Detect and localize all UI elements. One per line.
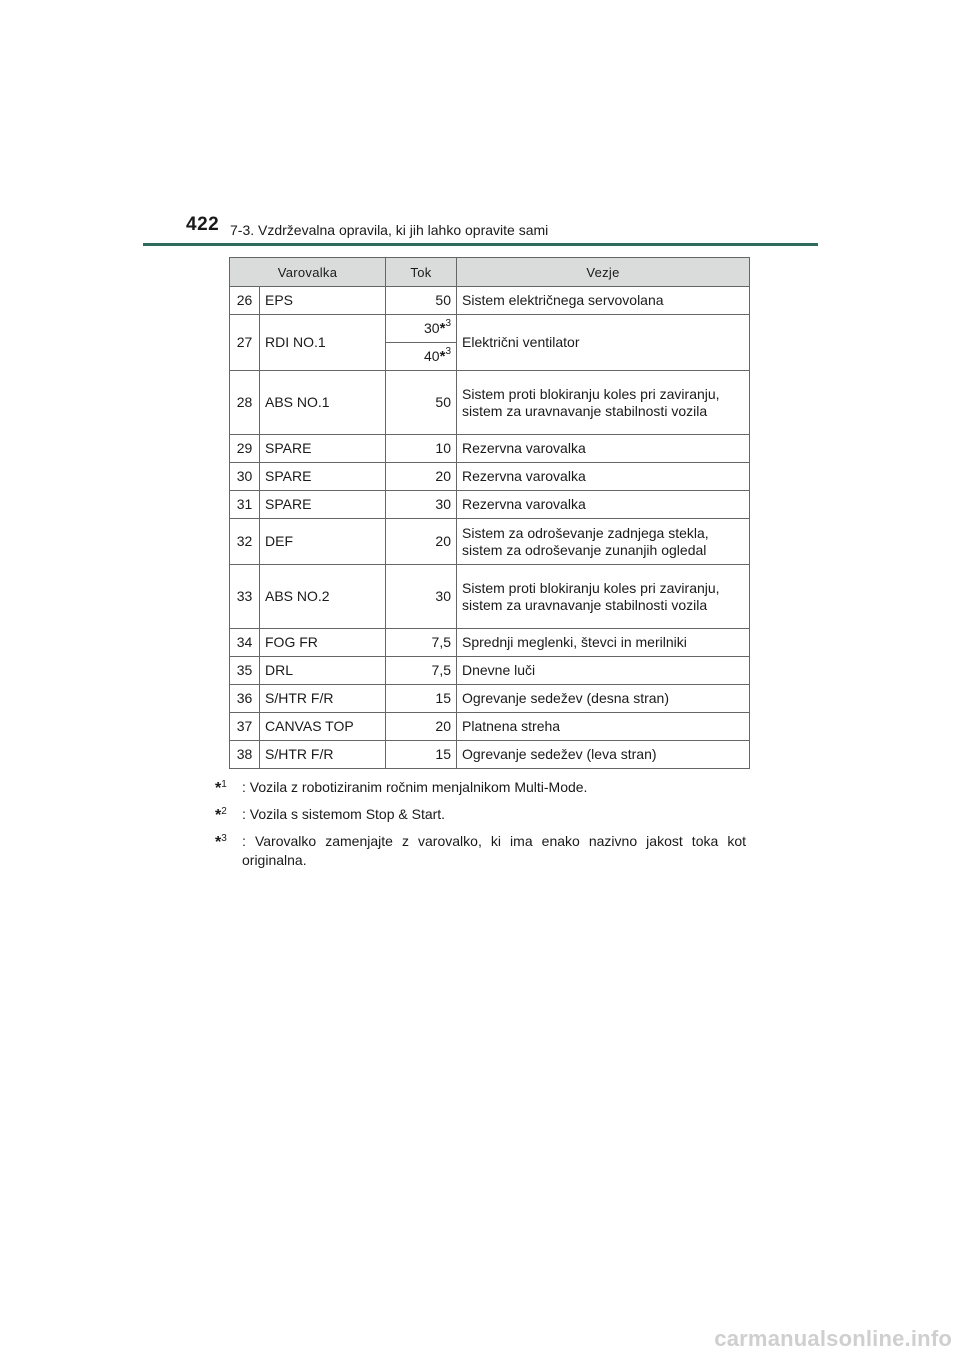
- footnote-number: 2: [221, 806, 227, 817]
- fuse-amperage: 50: [386, 287, 457, 315]
- footnote: [215, 805, 746, 824]
- fuse-amperage: 10: [386, 435, 457, 463]
- fuse-name: S/HTR F/R: [260, 685, 386, 713]
- table-row: [230, 741, 750, 769]
- table-row: [230, 629, 750, 657]
- footnote: [215, 832, 746, 870]
- table-row: [230, 371, 750, 435]
- table-row: [230, 565, 750, 629]
- fuse-name: RDI NO.1: [260, 315, 386, 371]
- table-row: [230, 713, 750, 741]
- fuse-name: DRL: [260, 657, 386, 685]
- fuse-circuit: Ogrevanje sedežev (desna stran): [457, 685, 750, 713]
- amperage-value: 30: [424, 320, 440, 336]
- footnote-star: *: [439, 320, 446, 337]
- fuse-amperage: 30: [386, 565, 457, 629]
- footnote-marker: [215, 775, 227, 798]
- table-row: [230, 315, 750, 343]
- fuse-number: 34: [230, 629, 260, 657]
- footnote-star: *: [215, 807, 222, 824]
- fuse-number: 27: [230, 315, 260, 371]
- fuse-amperage: 15: [386, 685, 457, 713]
- fuse-number: 32: [230, 519, 260, 565]
- footnote-text: : Vozila z robotiziranim ročnim menjalnikom Multi-Mode.: [242, 779, 588, 795]
- footnote-star: *: [439, 348, 446, 365]
- fuse-name: S/HTR F/R: [260, 741, 386, 769]
- footnote-ref: 3: [445, 318, 451, 329]
- column-header-fuse: Varovalka: [230, 258, 386, 287]
- footnote-marker: [215, 802, 227, 825]
- footnote-number: 1: [221, 779, 227, 790]
- table-row: [230, 287, 750, 315]
- fuse-circuit: Rezervna varovalka: [457, 491, 750, 519]
- fuse-name: DEF: [260, 519, 386, 565]
- footnote-star: *: [215, 780, 222, 797]
- fuse-amperage: 7,5: [386, 657, 457, 685]
- fuse-number: 37: [230, 713, 260, 741]
- fuse-name: EPS: [260, 287, 386, 315]
- watermark: carmanualsonline.info: [714, 1326, 952, 1351]
- fuse-amperage: [386, 343, 457, 371]
- fuse-amperage: 30: [386, 491, 457, 519]
- footnote: [215, 778, 746, 797]
- fuse-circuit: Sistem proti blokiranju koles pri zaviranju, sistem za uravnavanje stabilnosti vozila: [457, 565, 750, 629]
- fuse-number: 35: [230, 657, 260, 685]
- table-row: [230, 519, 750, 565]
- fuse-name: SPARE: [260, 435, 386, 463]
- footnote-text: : Vozila s sistemom Stop & Start.: [242, 806, 446, 822]
- fuse-name: ABS NO.2: [260, 565, 386, 629]
- fuse-amperage: [386, 315, 457, 343]
- fuse-circuit: Sistem za odroševanje zadnjega stekla, sistem za odroševanje zunanjih ogledal: [457, 519, 750, 565]
- table-row: [230, 435, 750, 463]
- fuse-number: 29: [230, 435, 260, 463]
- fuse-number: 33: [230, 565, 260, 629]
- fuse-name: ABS NO.1: [260, 371, 386, 435]
- header-divider: [143, 243, 818, 246]
- fuse-number: 38: [230, 741, 260, 769]
- footnote-ref: 3: [445, 346, 451, 357]
- fuse-circuit: Električni ventilator: [457, 315, 750, 371]
- fuse-circuit: Sistem električnega servovolana: [457, 287, 750, 315]
- fuse-name: SPARE: [260, 463, 386, 491]
- fuse-name: CANVAS TOP: [260, 713, 386, 741]
- table-row: [230, 657, 750, 685]
- footnotes: [215, 778, 746, 878]
- column-header-current: Tok: [386, 258, 457, 287]
- amperage-value: 40: [424, 348, 440, 364]
- table-header-row: [230, 258, 750, 287]
- fuse-circuit: Dnevne luči: [457, 657, 750, 685]
- column-header-circuit: Vezje: [457, 258, 750, 287]
- footnote-number: 3: [221, 833, 227, 844]
- fuse-name: FOG FR: [260, 629, 386, 657]
- fuse-number: 36: [230, 685, 260, 713]
- fuse-number: 30: [230, 463, 260, 491]
- fuse-number: 31: [230, 491, 260, 519]
- footnote-marker: [215, 829, 227, 852]
- table-row: [230, 491, 750, 519]
- fuse-amperage: 20: [386, 519, 457, 565]
- fuse-name: SPARE: [260, 491, 386, 519]
- fuse-circuit: Sistem proti blokiranju koles pri zaviranju, sistem za uravnavanje stabilnosti vozila: [457, 371, 750, 435]
- fuse-circuit: Rezervna varovalka: [457, 463, 750, 491]
- fuse-number: 26: [230, 287, 260, 315]
- fuse-amperage: 20: [386, 713, 457, 741]
- fuse-number: 28: [230, 371, 260, 435]
- fuse-circuit: Rezervna varovalka: [457, 435, 750, 463]
- fuse-table: [229, 257, 750, 769]
- fuse-amperage: 7,5: [386, 629, 457, 657]
- fuse-amperage: 15: [386, 741, 457, 769]
- fuse-amperage: 50: [386, 371, 457, 435]
- fuse-circuit: Ogrevanje sedežev (leva stran): [457, 741, 750, 769]
- footnote-text: : Varovalko zamenjajte z varovalko, ki ima enako nazivno jakost toka kot originalna.: [242, 833, 746, 868]
- table-row: [230, 685, 750, 713]
- section-title: 7-3. Vzdrževalna opravila, ki jih lahko opravite sami: [230, 222, 549, 238]
- fuse-circuit: Platnena streha: [457, 713, 750, 741]
- table-row: [230, 463, 750, 491]
- page-number: 422: [186, 214, 220, 235]
- fuse-circuit: Sprednji meglenki, števci in merilniki: [457, 629, 750, 657]
- fuse-amperage: 20: [386, 463, 457, 491]
- footnote-star: *: [215, 834, 222, 851]
